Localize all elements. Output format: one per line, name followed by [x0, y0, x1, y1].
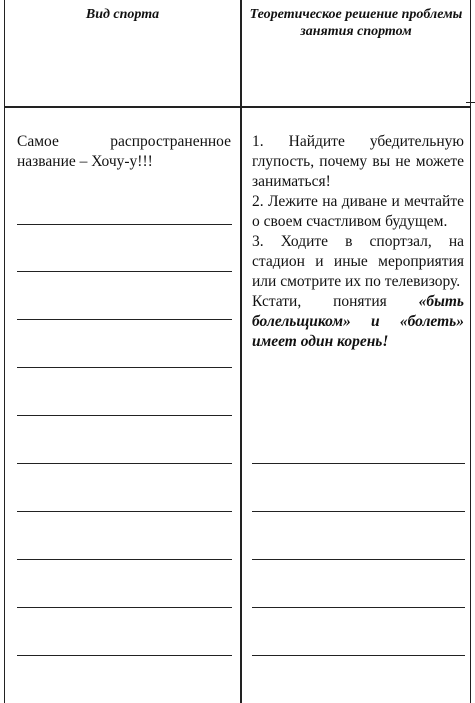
- solution-note: [252, 292, 464, 352]
- solution-item-1: 1. Найдите убедительную глупость, почему вы не можете заниматься!: [252, 133, 464, 190]
- edge-tick-mark: [466, 102, 475, 103]
- writing-line: [252, 559, 465, 560]
- writing-line: [17, 271, 232, 272]
- writing-line: [252, 463, 465, 464]
- sports-table: [4, 0, 471, 703]
- left-cell-text: Самое распространенное название – Хочу-у!!!: [17, 133, 231, 170]
- writing-line: [17, 319, 232, 320]
- column-header-theoretical-solution-text: Теоретическое решение проблемы занятия спортом: [249, 7, 463, 39]
- solution-item-3: 3. Ходите в спортзал, на стадион и иные мероприятия или смотрите их по телевизору.: [252, 233, 464, 290]
- column-header-sport-type: Вид спорта: [85, 7, 160, 22]
- writing-line: [252, 511, 465, 512]
- writing-line: [17, 559, 232, 560]
- writing-line: [252, 655, 465, 656]
- right-cell-text: [252, 132, 464, 352]
- solution-item-2: 2. Лежите на диване и мечтайте о своем счастливом будущем.: [252, 193, 464, 230]
- writing-line: [17, 655, 232, 656]
- writing-line: [17, 511, 232, 512]
- writing-line: [17, 224, 232, 225]
- column-divider: [240, 0, 242, 703]
- column-header-theoretical-solution: [242, 6, 470, 40]
- header-divider: [5, 106, 470, 108]
- writing-line: [17, 415, 232, 416]
- writing-line: [17, 367, 232, 368]
- solution-note-prefix: Кстати, понятия: [252, 293, 419, 310]
- writing-line: [17, 607, 232, 608]
- writing-line: [252, 607, 465, 608]
- writing-line: [17, 463, 232, 464]
- solution-note-emphasis: «быть болельщиком» и «болеть» имеет один корень!: [252, 293, 464, 350]
